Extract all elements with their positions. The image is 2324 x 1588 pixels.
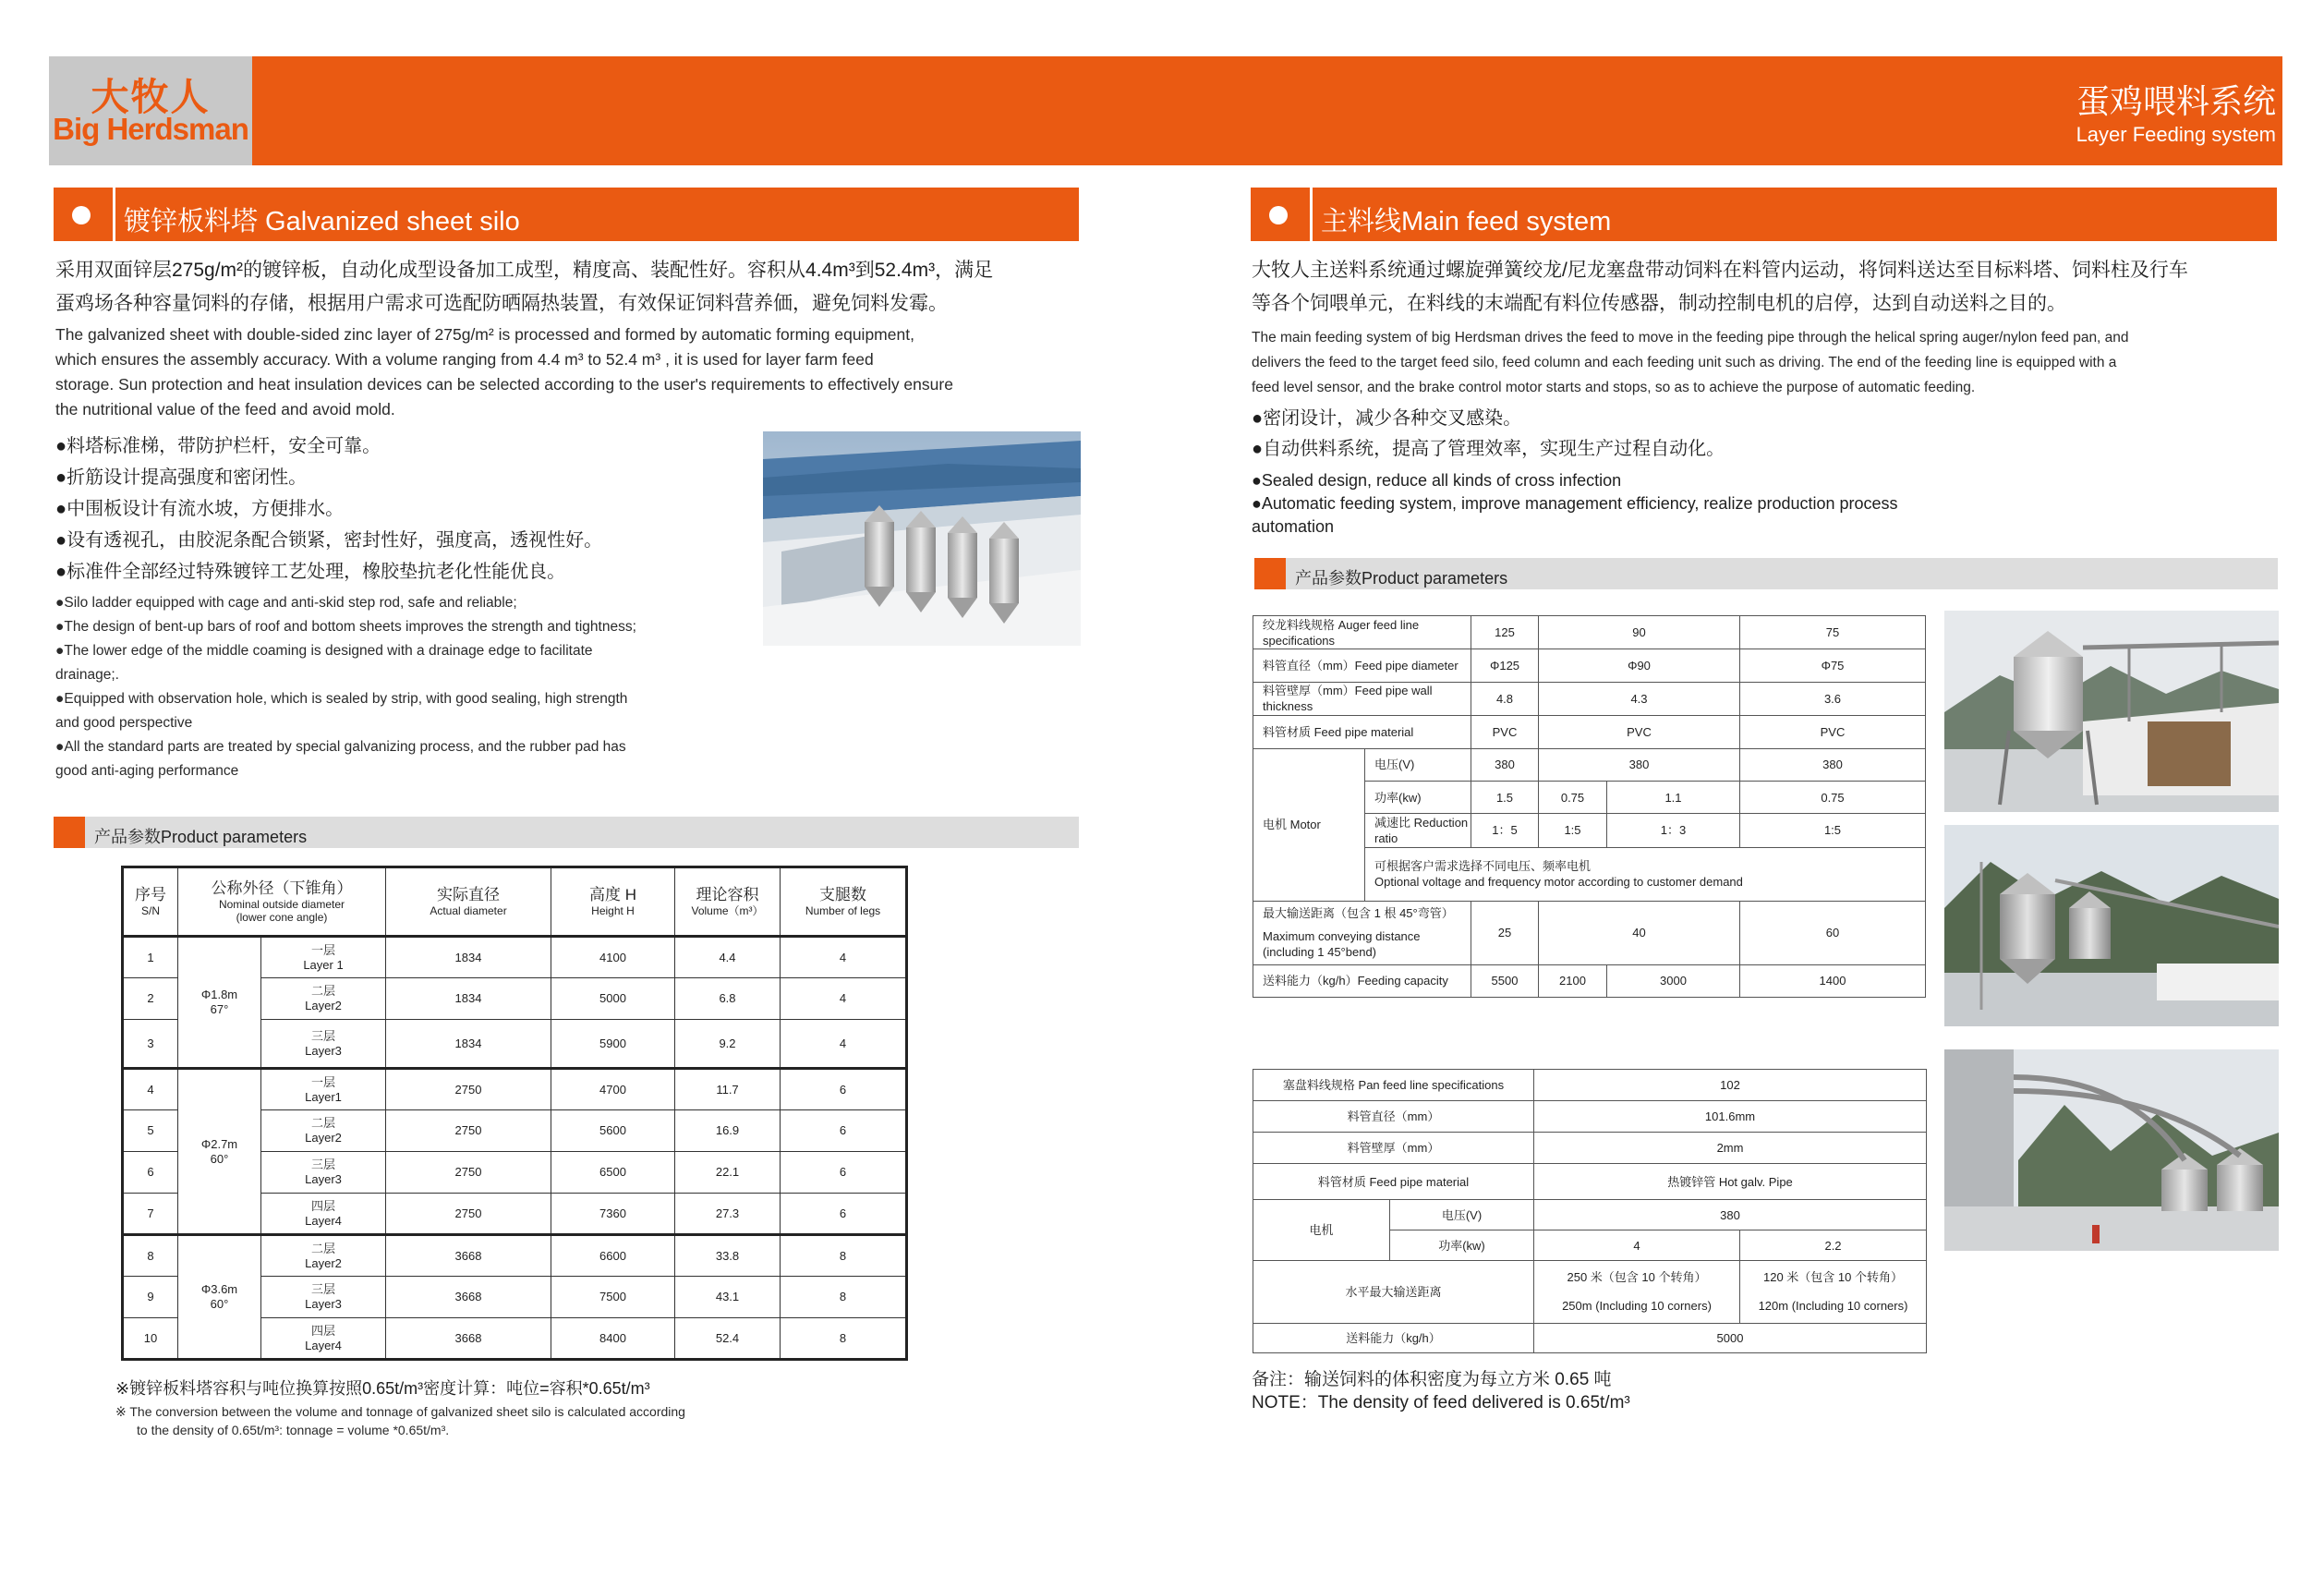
- section-title-main-feed: 主料线Main feed system: [1321, 207, 1612, 236]
- feed-silo-photo-1: [1944, 611, 2279, 812]
- feed-silo-photo-3: [1944, 1049, 2279, 1251]
- table-row: 料管直径（mm）Feed pipe diameter Φ125 Φ90 Φ75: [1253, 649, 1926, 682]
- feed-intro-en-1: The main feeding system of big Herdsman drives the feed to move in the feeding pipe through the helical spring auger/nylon feed pan, and: [1252, 330, 2129, 345]
- header-bar: [49, 56, 2282, 165]
- auger-params-table: [1253, 615, 1926, 998]
- table-row: 9 三层 Layer3 3668 7500 43.1 8: [123, 1277, 907, 1318]
- feed-intro-cn-2: 等各个饲喂单元，在料线的末端配有料位传感器，制动控制电机的启停，达到自动送料之目的。: [1252, 293, 2066, 314]
- feed-bullet-en: ●Automatic feeding system, improve management efficiency, realize production process: [1252, 494, 1898, 513]
- table-row: 减速比 Reduction ratio 1：5 1:5 1：3 1:5: [1253, 814, 1926, 847]
- table-row: 10 四层 Layer4 3668 8400 52.4 8: [123, 1318, 907, 1360]
- feed-intro-en-3: feed level sensor, and the brake control motor starts and stops, so as to achieve the purpose of automatic feeding.: [1252, 380, 1976, 395]
- feed-note-cn: 备注：输送饲料的体积密度为每立方米 0.65 吨: [1252, 1370, 1612, 1389]
- table-row: 送料能力（kg/h）Feeding capacity 5500 2100 3000 1400: [1253, 964, 1926, 997]
- table-header-row: 序号 S/N 公称外径（下锥角） Nominal outside diameter (lower cone angle) 实际直径 Actual diameter 高度 H Height H 理论容积 Volume（m³） 支腿数 Number of legs: [123, 867, 907, 937]
- table-row: 可根据客户需求选择不同电压、频率电机 Optional voltage and frequency motor according to customer demand: [1253, 847, 1926, 901]
- silo-intro-en-1: The galvanized sheet with double-sided zinc layer of 275g/m² is processed and formed by automatic forming equipment,: [55, 325, 914, 344]
- logo-chinese: 大牧人: [91, 76, 211, 118]
- silo-bullet-cn: ●中围板设计有流水坡，方便排水。: [55, 499, 345, 519]
- table-row: 4 Φ2.7m 60° 一层 Layer1 2750 4700 11.7 6: [123, 1069, 907, 1110]
- silo-bullet-en: ●Silo ladder equipped with cage and anti-skid step rod, safe and reliable;: [55, 595, 517, 611]
- page-title-en: Layer Feeding system: [2076, 123, 2276, 146]
- section-bar-main-feed: [1251, 188, 2277, 241]
- silo-intro-en-2: which ensures the assembly accuracy. With a volume ranging from 4.4 m³ to 52.4 m³ , it is used for layer farm feed: [55, 350, 874, 369]
- table-row: 绞龙料线规格 Auger feed line specifications 125 90 75: [1253, 616, 1926, 649]
- silo-bullet-cn: ●折筋设计提高强度和密闭性。: [55, 467, 308, 488]
- silo-bullet-en: and good perspective: [55, 715, 193, 731]
- section-title-silo: 镀锌板料塔 Galvanized sheet silo: [124, 207, 520, 236]
- silo-bullet-en: drainage;.: [55, 667, 119, 683]
- table-row: 电机 电压(V) 380: [1253, 1200, 1927, 1230]
- feed-note-en: NOTE：The density of feed delivered is 0.65t/m³: [1252, 1393, 1630, 1412]
- bullet-dot-icon: [1269, 206, 1288, 224]
- table-row: 功率(kw) 4 2.2: [1253, 1230, 1927, 1261]
- table-row: 料管直径（mm） 101.6mm: [1253, 1100, 1927, 1132]
- silo-bullet-en: ●The lower edge of the middle coaming is designed with a drainage edge to facilitate: [55, 643, 593, 659]
- params-bar-silo: [54, 817, 1079, 848]
- table-row: 料管材质 Feed pipe material PVC PVC PVC: [1253, 716, 1926, 748]
- silo-bullet-en: good anti-aging performance: [55, 763, 239, 779]
- feed-bullet-en: automation: [1252, 517, 1335, 536]
- silo-bullet-cn: ●标准件全部经过特殊镀锌工艺处理，橡胶垫抗老化性能优良。: [55, 562, 566, 582]
- silo-bullet-en: ●All the standard parts are treated by special galvanizing process, and the rubber pad has: [55, 739, 626, 755]
- feed-bullet-cn: ●自动供料系统，提高了管理效率，实现生产过程自动化。: [1252, 439, 1725, 459]
- feed-intro-en-2: delivers the feed to the target feed silo, feed column and each feeding unit such as driving. The end of the feeding line is equipped with a: [1252, 355, 2117, 370]
- table-row: 水平最大输送距离 250 米（包含 10 个转角） 250m (Including 10 corners) 120 米（包含 10 个转角） 120m (Including 10 corners): [1253, 1261, 1927, 1324]
- pan-params-table: [1253, 1069, 1927, 1353]
- table-row: 料管壁厚（mm） 2mm: [1253, 1132, 1927, 1163]
- silo-params-table: [121, 866, 908, 1361]
- table-row: 塞盘料线规格 Pan feed line specifications 102: [1253, 1070, 1927, 1101]
- table-row: 料管材质 Feed pipe material 热镀锌管 Hot galv. Pipe: [1253, 1163, 1927, 1199]
- table-row: 1 Φ1.8m 67° 一层 Layer 1 1834 4100 4.4 4: [123, 937, 907, 978]
- table-row: 8 Φ3.6m 60° 二层 Layer2 3668 6600 33.8 8: [123, 1235, 907, 1277]
- table-row: 功率(kw) 1.5 0.75 1.1 0.75: [1253, 781, 1926, 813]
- page-title-cn: 蛋鸡喂料系统: [2076, 82, 2276, 120]
- silo-note-cn: ※镀锌板料塔容积与吨位换算按照0.65t/m³密度计算：吨位=容积*0.65t/m³: [115, 1379, 650, 1398]
- feed-silo-photo-2: [1944, 825, 2279, 1026]
- table-row: 6 三层 Layer3 2750 6500 22.1 6: [123, 1152, 907, 1194]
- silo-intro-cn-1: 采用双面锌层275g/m²的镀锌板，自动化成型设备加工成型，精度高、装配性好。容积从4.4m³到52.4m³，满足: [55, 260, 994, 281]
- silo-intro-cn-2: 蛋鸡场各种容量饲料的存储，根据用户需求可选配防晒隔热装置，有效保证饲料营养価，避免饲料发霉。: [55, 293, 948, 314]
- logo-english: Big Herdsman: [53, 112, 248, 146]
- silo-bullet-en: ●Equipped with observation hole, which is sealed by strip, with good sealing, high strength: [55, 691, 628, 707]
- section-bar-silo: [54, 188, 1079, 241]
- silo-farm-photo: [763, 431, 1081, 646]
- table-row: 2 二层 Layer2 1834 5000 6.8 4: [123, 978, 907, 1020]
- silo-note-en-2: to the density of 0.65t/m³: tonnage = volume *0.65t/m³.: [137, 1423, 450, 1437]
- table-row: 送料能力（kg/h） 5000: [1253, 1323, 1927, 1352]
- silo-intro-en-3: storage. Sun protection and heat insulation devices can be selected according to the user's requirements to effectively ensure: [55, 375, 953, 394]
- table-row: 5 二层 Layer2 2750 5600 16.9 6: [123, 1110, 907, 1152]
- silo-bullet-en: ●The design of bent-up bars of roof and bottom sheets improves the strength and tightness;: [55, 619, 636, 635]
- silo-note-en-1: ※ The conversion between the volume and tonnage of galvanized sheet silo is calculated according: [115, 1404, 685, 1419]
- params-bar-main-feed: [1254, 558, 2278, 589]
- table-row: 最大输送距离（包含 1 根 45°弯管） Maximum conveying distance (including 1 45°bend) 25 40 60: [1253, 901, 1926, 964]
- silo-bullet-cn: ●设有透视孔，由胶泥条配合锁紧，密封性好，强度高，透视性好。: [55, 530, 603, 551]
- table-row: 3 三层 Layer3 1834 5900 9.2 4: [123, 1020, 907, 1069]
- bullet-dot-icon: [72, 206, 91, 224]
- feed-bullet-cn: ●密闭设计，减少各种交叉感染。: [1252, 408, 1522, 429]
- params-title-main-feed: 产品参数Product parameters: [1295, 569, 1508, 588]
- params-title-silo: 产品参数Product parameters: [94, 828, 308, 846]
- feed-bullet-en: ●Sealed design, reduce all kinds of cross infection: [1252, 471, 1622, 490]
- table-row: 7 四层 Layer4 2750 7360 27.3 6: [123, 1194, 907, 1235]
- table-row: 电机 Motor 电压(V) 380 380 380: [1253, 748, 1926, 781]
- silo-intro-en-4: the nutritional value of the feed and avoid mold.: [55, 400, 395, 418]
- silo-bullet-cn: ●料塔标准梯，带防护栏杆，安全可靠。: [55, 436, 381, 456]
- table-row: 料管壁厚（mm）Feed pipe wall thickness 4.8 4.3 3.6: [1253, 682, 1926, 715]
- feed-intro-cn-1: 大牧人主送料系统通过螺旋弹簧绞龙/尼龙塞盘带动饲料在料管内运动，将饲料送达至目标料塔、饲料柱及行车: [1252, 260, 2188, 281]
